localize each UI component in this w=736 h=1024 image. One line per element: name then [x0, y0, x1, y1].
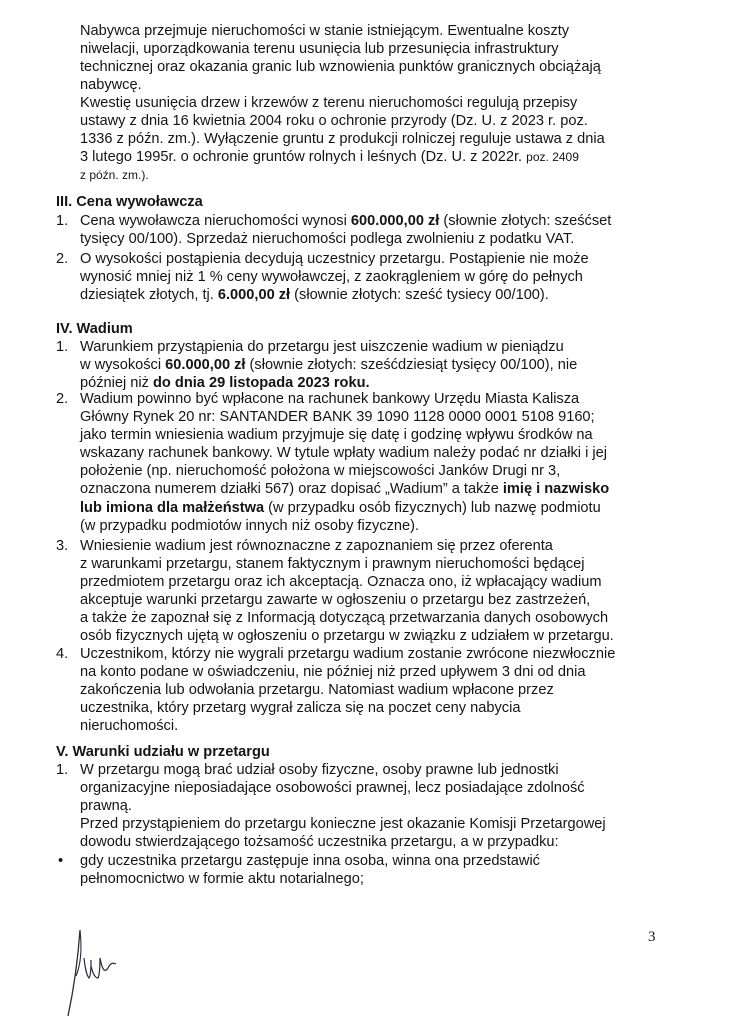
text-line: niwelacji, uporządkowania terenu usunięcia lub przesunięcia infrastruktury [80, 41, 559, 58]
item-number: 1. [56, 339, 69, 355]
text-run: 3 lutego 1995r. o ochronie gruntów rolnych i leśnych (Dz. U. z 2022r. [80, 149, 523, 166]
item-body [80, 250, 656, 304]
text-line [80, 499, 656, 517]
text-run: (słownie złotych: sześćset [439, 213, 612, 229]
text-line: Nabywca przejmuje nieruchomości w stanie istniejącym. Ewentualne koszty [80, 23, 570, 39]
text-line: akceptuje warunki przetargu zawarte w ogłoszeniu o przetargu bez zastrzeżeń, [80, 592, 591, 609]
section-heading-cena: III. Cena wywoławcza [56, 194, 203, 210]
text-line: prawną. [80, 798, 132, 815]
text-line: na konto podane w oświadczeniu, nie później niż przed upływem 3 dni od dnia [80, 664, 586, 681]
item-number: 3. [56, 538, 69, 554]
text-line: nabywcę. [80, 77, 142, 94]
text-line [80, 286, 656, 304]
text-line: (w przypadku podmiotów innych niż osoby fizyczne). [80, 517, 420, 534]
text-line: wskazany rachunek bankowy. W tytule wpłaty wadium należy podać nr działki i jej [80, 445, 607, 462]
text-line: ustawy z dnia 16 kwietnia 2004 roku o ochronie przyrody (Dz. U. z 2023 r. poz. [80, 113, 588, 130]
bullet-item [56, 852, 656, 888]
text-line: nieruchomości. [80, 718, 179, 735]
deposit-deadline: do dnia 29 listopada 2023 roku. [153, 375, 370, 392]
text-line: położenie (np. nieruchomość położona w miejscowości Janków Drugi nr 3, [80, 463, 561, 480]
item-body [80, 390, 656, 535]
text-run: (słownie złotych: sześćdziesiąt tysięcy 00/100), nie [245, 357, 578, 374]
list-item [56, 761, 656, 851]
text-line-small: z późn. zm.). [80, 168, 149, 183]
text-line [80, 212, 656, 230]
text-run: dziesiątek złotych, tj. [80, 287, 218, 304]
text-line: pełnomocnictwo w formie aktu notarialnego; [80, 871, 364, 888]
list-item [56, 212, 656, 248]
item-body [80, 212, 656, 248]
section-heading-wadium: IV. Wadium [56, 321, 133, 337]
text-line [80, 148, 640, 166]
list-item [56, 390, 656, 535]
text-line: Główny Rynek 20 nr: SANTANDER BANK 39 1090 1128 0000 0001 5108 9160; [80, 409, 595, 426]
deposit-value: 60.000,00 zł [165, 357, 246, 374]
bullet-icon: • [58, 853, 64, 869]
intro-paragraph-1 [80, 22, 640, 94]
text-line: Wniesienie wadium jest równoznaczne z zapoznaniem się przez oferenta [80, 538, 553, 554]
list-item [56, 338, 656, 392]
text-run: później niż [80, 375, 154, 392]
text-line: przedmiotem przetargu oraz ich akceptacją. Oznacza ono, iż wpłacający wadium [80, 574, 602, 591]
price-value: 600.000,00 zł [350, 213, 440, 229]
text-line: Wadium powinno być wpłacone na rachunek bankowy Urzędu Miasta Kalisza [80, 391, 580, 407]
section-heading-warunki: V. Warunki udziału w przetargu [56, 744, 270, 760]
text-line [80, 480, 656, 498]
text-line: a także że zapoznał się z Informacją dotyczącą przetwarzania danych osobowych [80, 610, 609, 627]
item-number: 1. [56, 213, 69, 229]
item-number: 2. [56, 391, 69, 407]
page-number: 3 [648, 929, 656, 945]
increment-value: 6.000,00 zł [217, 287, 291, 304]
item-body [80, 852, 656, 888]
text-line: Przed przystąpieniem do przetargu konieczne jest okazanie Komisji Przetargowej [80, 816, 606, 833]
text-line: jako termin wniesienia wadium przyjmuje się datę i godzinę wpływu środków na [80, 427, 593, 444]
text-run-small: poz. 2409 [526, 150, 579, 165]
item-number: 2. [56, 251, 69, 267]
bold-run: lub imiona dla małżeństwa [80, 499, 265, 516]
text-run: (słownie złotych: sześć tysiecy 00/100). [290, 287, 549, 304]
text-line: tysięcy 00/100). Sprzedaż nieruchomości podlega zwolnieniu z podatku VAT. [80, 231, 575, 248]
text-line: dowodu stwierdzającego tożsamość uczestnika przetargu, a w przypadku: [80, 834, 559, 851]
list-item [56, 537, 656, 646]
list-item [56, 250, 656, 304]
item-number: 4. [56, 646, 69, 662]
item-body [80, 338, 656, 392]
text-line: uczestnika, który przetarg wygrał zalicza się na poczet ceny nabycia [80, 700, 521, 717]
item-body [80, 761, 656, 851]
text-line: 1336 z późn. zm.). Wyłączenie gruntu z produkcji rolniczej reguluje ustawa z dnia [80, 131, 605, 148]
text-line: Warunkiem przystąpienia do przetargu jest uiszczenie wadium w pieniądzu [80, 339, 564, 355]
intro-paragraph-2 [80, 94, 640, 184]
bold-run: imię i nazwisko [502, 481, 610, 498]
text-line: z warunkami przetargu, stanem faktycznym i prawnym nieruchomości będącej [80, 556, 585, 573]
text-run: w wysokości [80, 357, 166, 374]
item-number: 1. [56, 762, 69, 778]
item-body [80, 537, 656, 646]
text-line: gdy uczestnika przetargu zastępuje inna osoba, winna ona przedstawić [80, 853, 540, 869]
text-line: W przetargu mogą brać udział osoby fizyczne, osoby prawne lub jednostki [80, 762, 559, 778]
text-line: wynosić mniej niż 1 % ceny wywoławczej, z zaokrągleniem w górę do pełnych [80, 269, 583, 286]
signature-icon [58, 918, 128, 1018]
text-line [80, 356, 656, 374]
text-line: Uczestnikom, którzy nie wygrali przetargu wadium zostanie zwrócone niezwłocznie [80, 646, 616, 662]
item-body [80, 645, 656, 735]
text-line: osób fizycznych ujętą w ogłoszeniu o przetargu w związku z udziałem w przetargu. [80, 628, 614, 645]
text-line: zakończenia lub odwołania przetargu. Natomiast wadium wpłacone przez [80, 682, 554, 699]
text-line: organizacyjne nieposiadające osobowości prawnej, lecz posiadające zdolność [80, 780, 585, 797]
text-run: (w przypadku osób fizycznych) lub nazwę podmiotu [264, 499, 601, 516]
text-run: oznaczona numerem działki 567) oraz dopisać „Wadium” a także [80, 481, 503, 498]
text-line: Kwestię usunięcia drzew i krzewów z terenu nieruchomości regulują przepisy [80, 95, 578, 111]
text-line: O wysokości postąpienia decydują uczestnicy przetargu. Postąpienie nie może [80, 251, 589, 267]
text-run: Cena wywoławcza nieruchomości wynosi [80, 213, 351, 229]
text-line: technicznej oraz okazania granic lub wznowienia punktów granicznych obciążają [80, 59, 601, 76]
list-item [56, 645, 656, 735]
